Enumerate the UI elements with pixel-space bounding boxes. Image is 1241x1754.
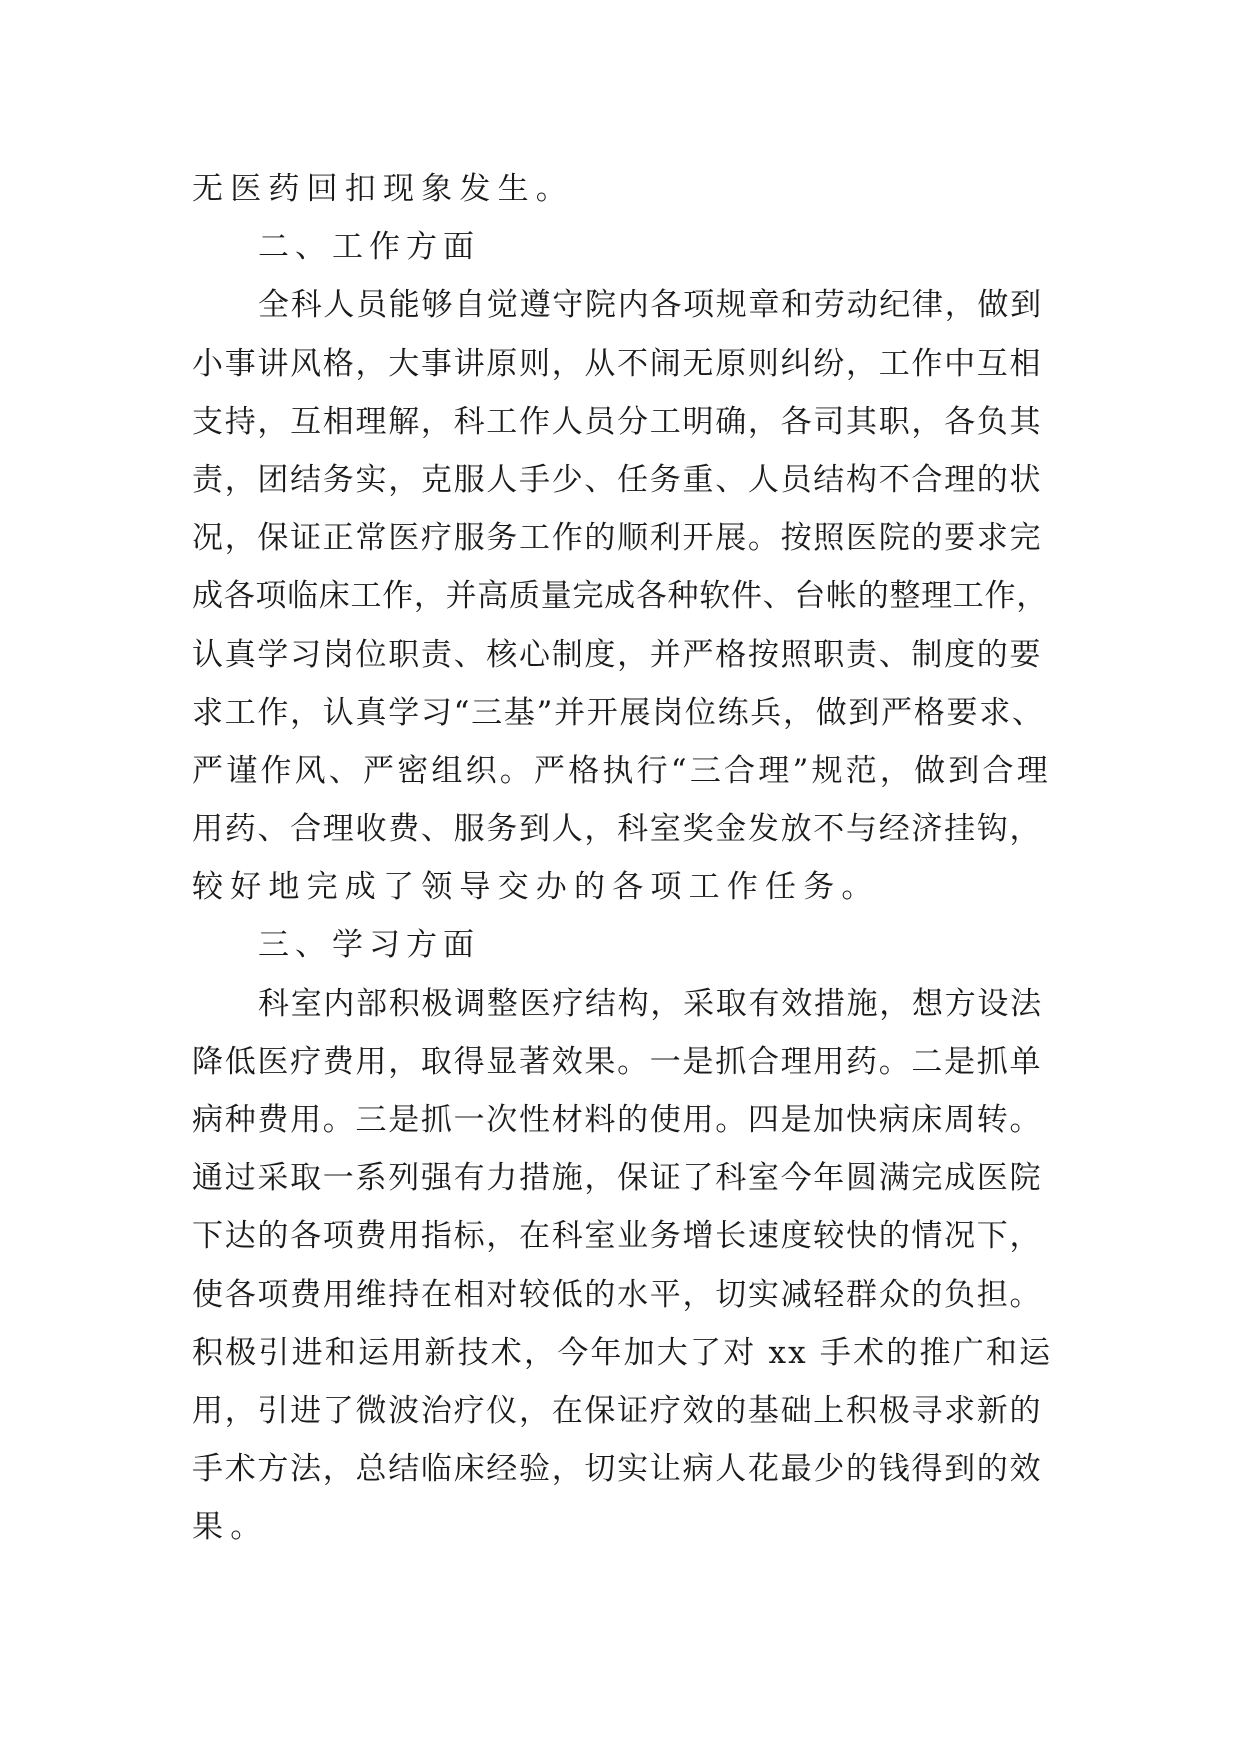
text-line: 降低医疗费用，取得显著效果。一是抓合理用药。二是抓单 [192, 1043, 1043, 1080]
text-line: 全科人员能够自觉遵守院内各项规章和劳动纪律，做到 [258, 287, 1043, 324]
text-line: 果。 [192, 1509, 269, 1546]
text-line: 况，保证正常医疗服务工作的顺利开展。按照医院的要求完 [192, 520, 1043, 557]
text-line: 严谨作风、严密组织。严格执行“三合理”规范，做到合理 [192, 752, 1051, 789]
section-heading: 三、学习方面 [258, 927, 480, 964]
text-line: 用，引进了微波治疗仪，在保证疗效的基础上积极寻求新的 [192, 1392, 1043, 1429]
text-line: 小事讲风格，大事讲原则，从不闹无原则纠纷，工作中互相 [192, 345, 1043, 382]
text-line: 病种费用。三是抓一次性材料的使用。四是加快病床周转。 [192, 1102, 1043, 1138]
text-line: 科室内部积极调整医疗结构，采取有效措施，想方设法 [258, 985, 1043, 1022]
text-line: 用药、合理收费、服务到人，科室奖金发放不与经济挂钩， [192, 811, 1043, 848]
text-line: 积极引进和运用新技术，今年加大了对 xx 手术的推广和运 [192, 1334, 1053, 1371]
text-line: 使各项费用维持在相对较低的水平，切实减轻群众的负担。 [192, 1276, 1043, 1313]
text-line: 手术方法，总结临床经验，切实让病人花最少的钱得到的效 [192, 1451, 1043, 1488]
document-body [192, 160, 1054, 1557]
text-line: 无医药回扣现象发生。 [192, 171, 574, 207]
text-line: 认真学习岗位职责、核心制度，并严格按照职责、制度的要 [192, 636, 1043, 673]
text-line: 较好地完成了领导交办的各项工作任务。 [192, 869, 880, 906]
text-line: 成各项临床工作，并高质量完成各种软件、台帐的整理工作， [192, 578, 1048, 615]
text-line: 通过采取一系列强有力措施，保证了科室今年圆满完成医院 [192, 1160, 1043, 1197]
text-line: 支持，互相理解，科工作人员分工明确，各司其职，各负其 [192, 403, 1043, 440]
text-line: 责，团结务实，克服人手少、任务重、人员结构不合理的状 [192, 461, 1043, 498]
text-line: 求工作，认真学习“三基”并开展岗位练兵，做到严格要求、 [192, 694, 1045, 731]
text-line: 下达的各项费用指标，在科室业务增长速度较快的情况下， [192, 1218, 1043, 1255]
section-heading: 二、工作方面 [258, 229, 480, 266]
